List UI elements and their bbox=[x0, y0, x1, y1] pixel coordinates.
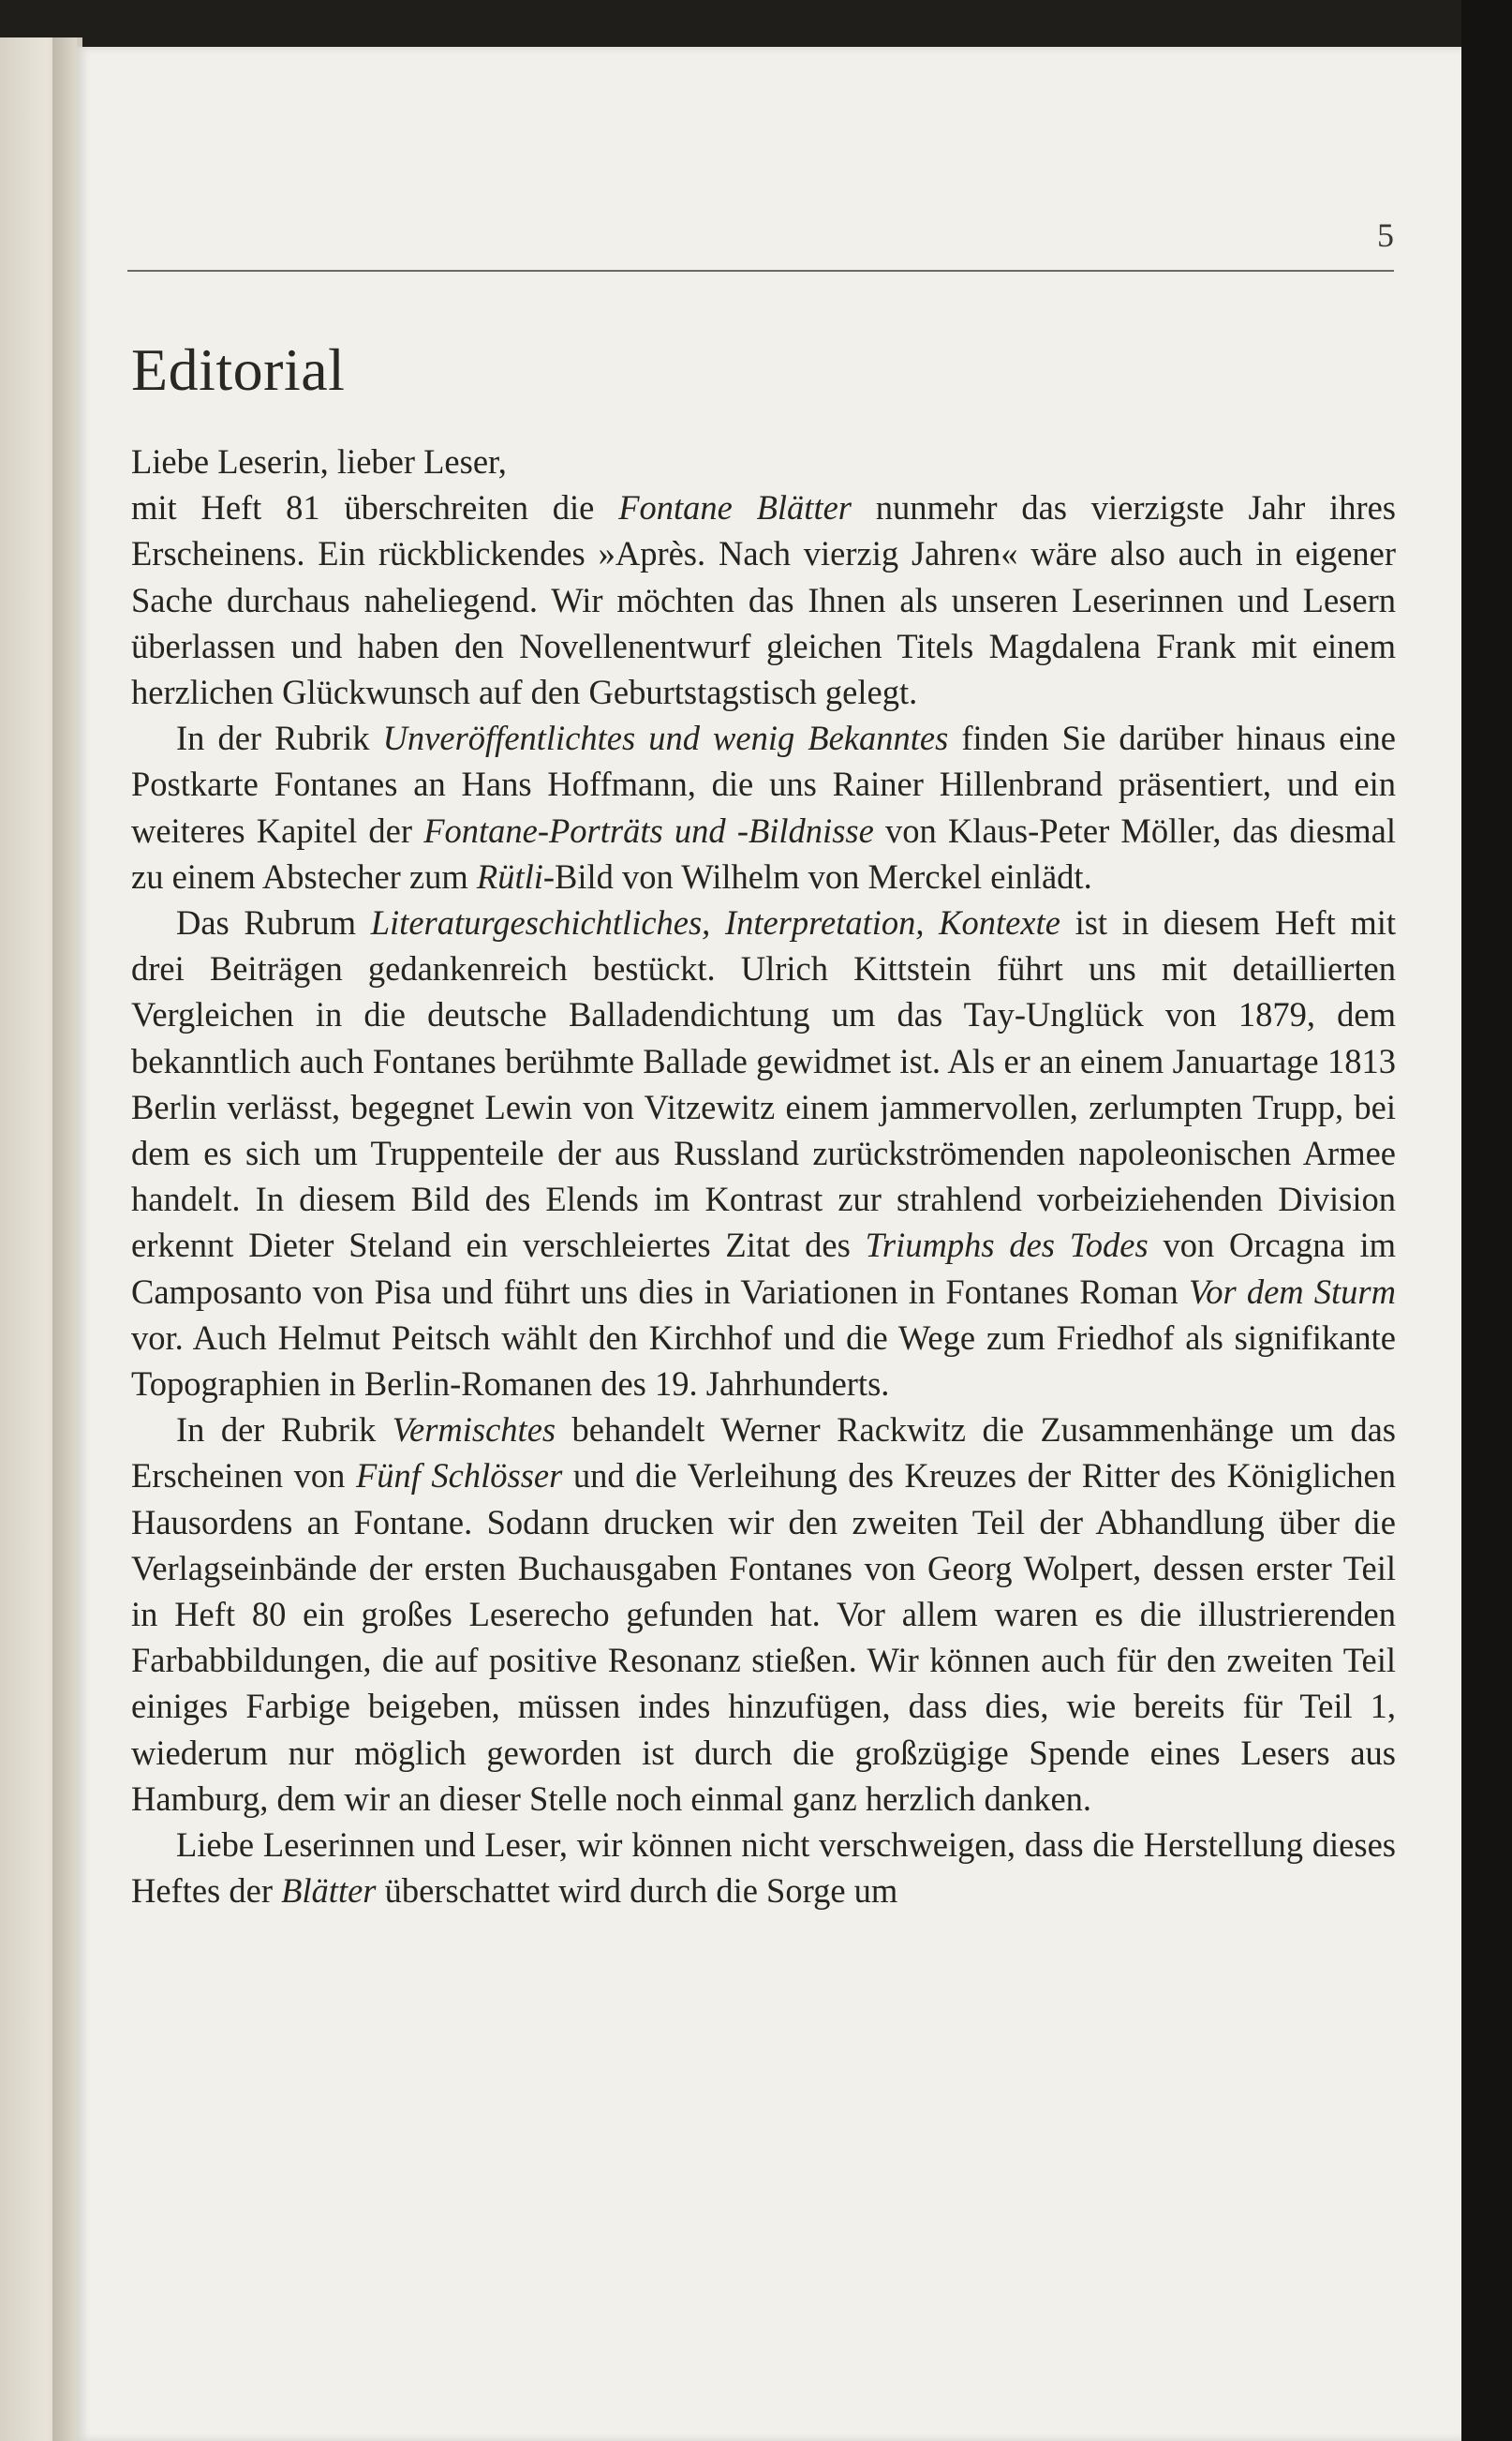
paragraph-1: mit Heft 81 überschreiten die Fontane Blätter nunmehr das vierzigste Jahr ihres Erscheinens. Ein rückblickendes »Après. Nach vierzig Jahren« wäre also auch in eigener Sache durchaus naheliegend. Wir möchten das Ihnen als unseren Leserinnen und Lesern überlassen und haben den Novellenentwurf gleichen Titels Magdalena Frank mit einem herzlichen Glückwunsch auf den Geburtstagstisch gelegt. bbox=[131, 488, 1397, 712]
background-dark-edge bbox=[1461, 0, 1512, 2441]
paragraph-2: In der Rubrik Unveröffentlichtes und wenig Bekanntes finden Sie darüber hinaus eine Postkarte Fontanes an Hans Hoffmann, die uns Rainer Hillenbrand präsentiert, und ein weiteres Kapitel der Fontane-Porträts und -Bildnisse von Klaus-Peter Möller, das diesmal zu einem Abstecher zum Rütli-Bild von Wilhelm von Merckel einlädt. bbox=[131, 719, 1397, 896]
paragraph-4: In der Rubrik Vermischtes behandelt Werner Rackwitz die Zusammenhänge um das Erscheinen von Fünf Schlösser und die Verleihung des Kreuzes der Ritter des Königlichen Hausordens an Fontane. Sodann drucken wir den zweiten Teil der Abhandlung über die Verlagseinbände der ersten Buchausgaben Fontanes von Georg Wolpert, dessen erster Teil in Heft 80 ein großes Leserecho gefunden hat. Vor allem waren es die illustrierenden Farbabbildungen, die auf positive Resonanz stießen. Wir können auch für den zweiten Teil einiges Farbige beigeben, müssen indes hinzufügen, dass dies, wie bereits für Teil 1, wiederum nur möglich geworden ist durch die großzügige Spende eines Lesers aus Hamburg, dem wir an dieser Stelle noch einmal ganz herzlich danken. bbox=[131, 1410, 1396, 1818]
book-page bbox=[77, 47, 1461, 2441]
page-title: Editorial bbox=[131, 336, 346, 403]
page-number: 5 bbox=[1377, 216, 1394, 254]
previous-page-fold bbox=[52, 37, 77, 2441]
paragraph-3: Das Rubrum Literaturgeschichtliches, Interpretation, Kontexte ist in diesem Heft mit drei Beiträgen gedankenreich bestückt. Ulrich Kittstein führt uns mit detaillierten Vergleichen in die deutsche Balladendichtung um das Tay-Unglück von 1879, dem bekanntlich auch Fontanes berühmte Ballade gewidmet ist. Als er an einem Januartage 1813 Berlin verlässt, begegnet Lewin von Vitzewitz einem jammervollen, zerlumpten Trupp, bei dem es sich um Truppenteile der aus Russland zurückströmenden napoleonischen Armee handelt. In diesem Bild des Elends im Kontrast zur strahlend vorbeiziehenden Division erkennt Dieter Steland ein verschleiertes Zitat des Triumphs des Todes von Orcagna im Camposanto von Pisa und führt uns dies in Variationen in Fontanes Roman Vor dem Sturm vor. Auch Helmut Peitsch wählt den Kirchhof und die Wege zum Friedhof als signifikante Topographien in Berlin-Romanen des 19. Jahrhunderts. bbox=[131, 903, 1397, 1404]
paragraph-5: Liebe Leserinnen und Leser, wir können nicht verschweigen, dass die Herstellung dieses Heftes der Blätter überschattet wird durch die Sorge um bbox=[131, 1825, 1396, 1911]
header-rule bbox=[127, 270, 1394, 272]
salutation: Liebe Leserin, lieber Leser, bbox=[131, 442, 507, 481]
editorial-text bbox=[131, 439, 1396, 1914]
